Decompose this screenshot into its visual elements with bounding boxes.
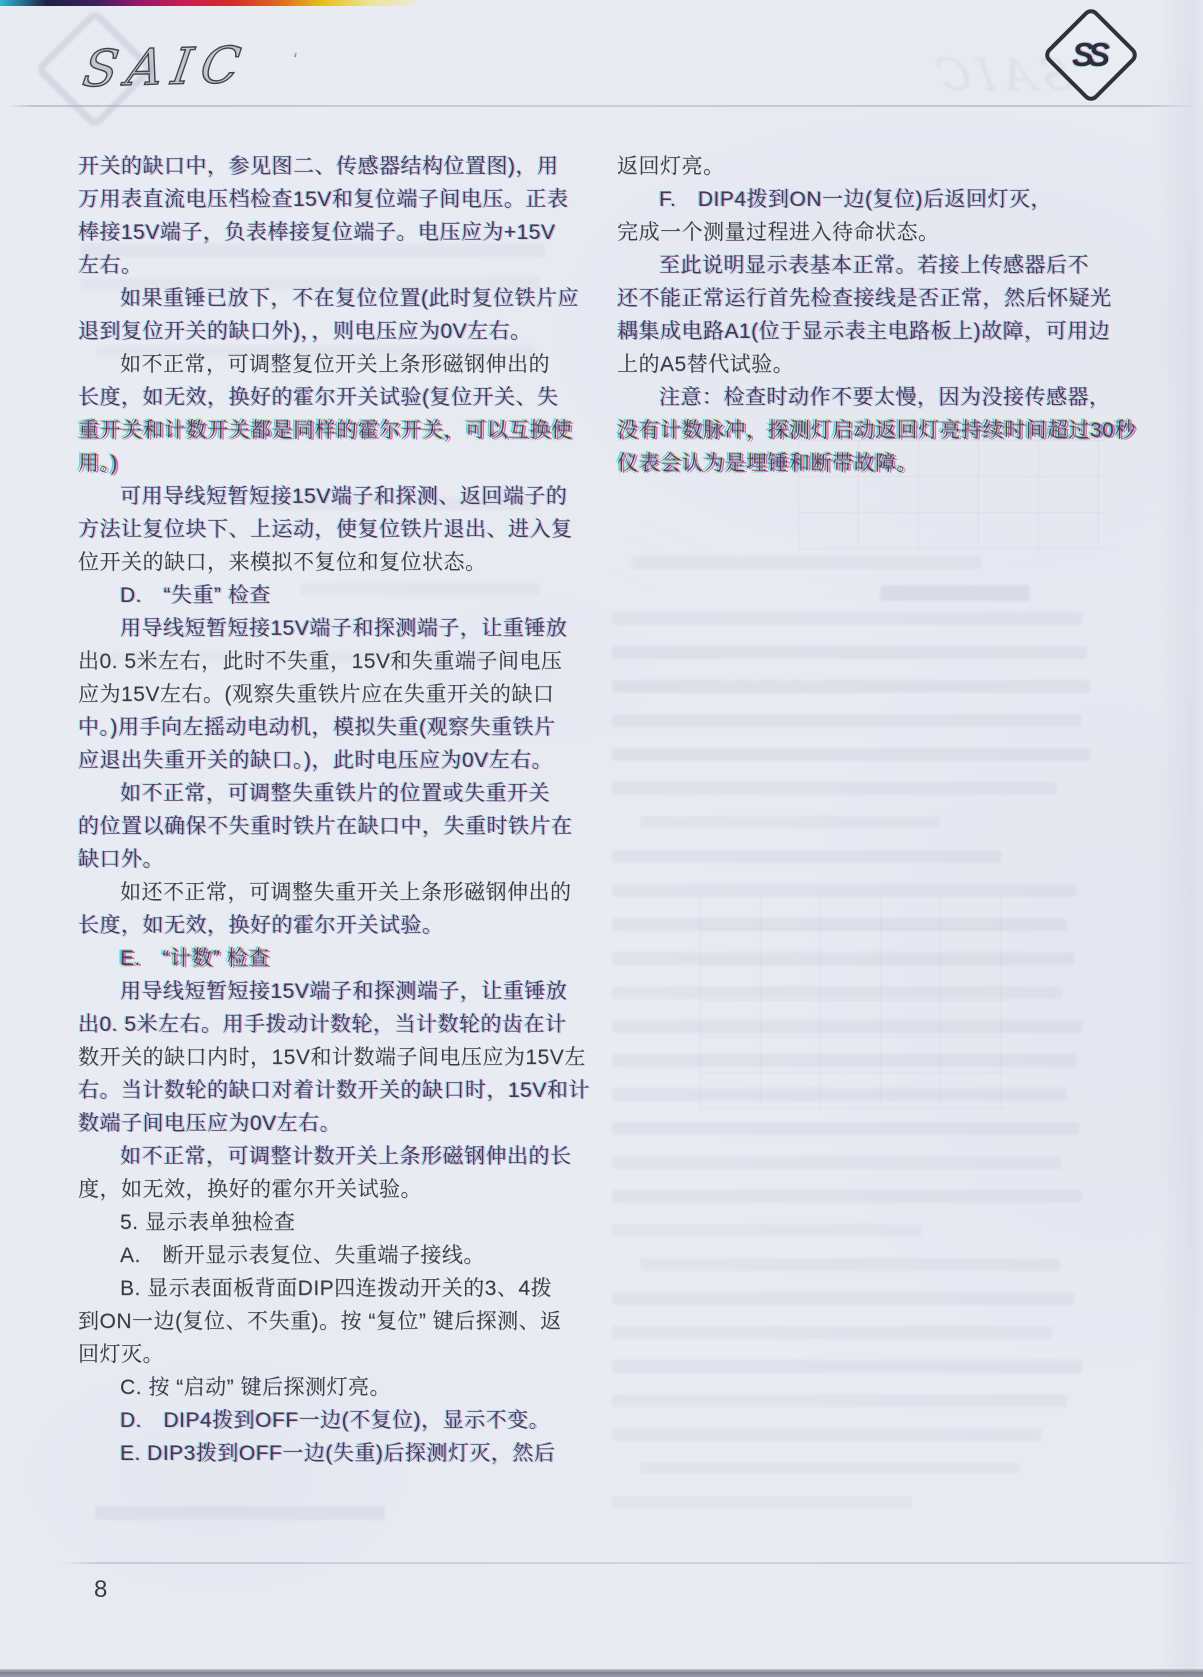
scan-bottom-edge [0, 1669, 1203, 1677]
text-line: 耦集成电路A1(位于显示表主电路板上)故障，可用边 [617, 320, 1111, 343]
scan-right-edge-shade [1157, 0, 1203, 1677]
bleed-through-ghost-line [612, 748, 1090, 761]
text-line: E. DIP3拨到OFF一边(失重)后探测灯灭，然后 [120, 1442, 556, 1465]
text-line: 方法让复位块下、上运动，使复位铁片退出、进入复 [78, 518, 573, 541]
bleed-through-ghost-line [880, 585, 1030, 601]
text-line: 应为15V左右。(观察失重铁片应在失重开关的缺口 [78, 683, 555, 706]
bleed-through-ghost-line [612, 1496, 912, 1508]
bleed-through-ghost-line [300, 583, 540, 595]
bleed-through-ghost-line [612, 1190, 1082, 1203]
bleed-through-ghost-line [612, 850, 1002, 863]
page-number: 8 [94, 1576, 108, 1603]
bleed-through-ghost-line [640, 816, 940, 828]
text-line: A. 断开显示表复位、失重端子接线。 [120, 1244, 485, 1267]
bleed-through-ghost-line [612, 1088, 1067, 1101]
bleed-through-ghost-line [612, 1292, 1074, 1305]
bleed-through-ghost-line [612, 918, 1067, 931]
bleed-through-ghost-line [612, 714, 1082, 727]
text-line: 左右。 [78, 254, 143, 277]
text-line: 如不正常，可调整计数开关上条形磁钢伸出的长 [120, 1145, 572, 1168]
mirrored-brand-bleed-ghost: SAIC [925, 50, 1076, 101]
bleed-through-ghost-line [612, 986, 1062, 999]
text-line: 如还不正常，可调整失重开关上条形磁钢伸出的 [120, 881, 572, 904]
text-line: F. DIP4拨到ON一边(复位)后返回灯灭， [659, 188, 1053, 211]
text-line: 注意：检查时动作不要太慢，因为没接传感器， [659, 386, 1111, 409]
text-line: 数开关的缺口内时，15V和计数端子间电压应为15V左 [78, 1046, 586, 1069]
text-line: 回灯灭。 [78, 1343, 164, 1366]
text-line: E. “计数” 检查 [120, 947, 270, 970]
text-line: 万用表直流电压档检查15V和复位端子间电压。正表 [78, 188, 569, 211]
bleed-through-ghost-line [632, 556, 982, 569]
text-line: 仪表会认为是埋锤和断带故障。 [617, 452, 918, 475]
text-line: 开关的缺口中，参见图二、传感器结构位置图)，用 [78, 155, 559, 178]
right-text-column [617, 150, 1136, 480]
text-line: 用导线短暂短接15V端子和探测端子，让重锤放 [120, 617, 568, 640]
text-line: 重开关和计数开关都是同样的霍尔开关，可以互换使 [78, 419, 573, 442]
text-line: C. 按 “启动” 键后探测灯亮。 [120, 1376, 391, 1399]
text-line: 如果重锤已放下，不在复位位置(此时复位铁片应 [120, 287, 579, 310]
text-line: 到ON一边(复位、不失重)。按 “复位” 键后探测、返 [78, 1310, 562, 1333]
bleed-through-ghost-line [612, 884, 1077, 897]
text-line: 完成一个测量过程进入待命状态。 [617, 221, 940, 244]
text-line: 出0. 5米左右。用手拨动计数轮，当计数轮的齿在计 [78, 1013, 567, 1036]
bleed-through-ghost-line [612, 612, 1082, 625]
text-line: 数端子间电压应为0V左右。 [78, 1112, 342, 1135]
text-line: B. 显示表面板背面DIP四连拨动开关的3、4拨 [120, 1277, 553, 1300]
text-line: 出0. 5米左右，此时不失重，15V和失重端子间电压 [78, 650, 563, 673]
text-line: D. “失重” 检查 [120, 584, 271, 607]
text-line: 应退出失重开关的缺口。)，此时电压应为0V左右。 [78, 749, 554, 772]
text-line: 位开关的缺口，来模拟不复位和复位状态。 [78, 551, 487, 574]
text-line: 至此说明显示表基本正常。若接上传感器后不 [659, 254, 1089, 277]
text-line: D. DIP4拨到OFF一边(不复位)，显示不变。 [120, 1409, 551, 1432]
bleed-through-ghost-line [640, 1258, 1060, 1271]
text-line: 长度，如无效，换好的霍尔开关试验(复位开关、失 [78, 386, 559, 409]
bleed-through-table-ghost [798, 440, 1106, 549]
bleed-through-ghost-line [612, 1122, 1080, 1135]
text-line: 上的A5替代试验。 [617, 353, 795, 376]
text-line: 还不能正常运行首先检查接线是否正常，然后怀疑光 [617, 287, 1112, 310]
bleed-through-ghost-line [612, 1394, 1067, 1407]
text-line: 没有计数脉冲，探测灯启动返回灯亮持续时间超过30秒 [617, 419, 1136, 442]
bleed-through-ghost-line [612, 1054, 1077, 1067]
bleed-through-ghost-line [612, 1020, 1082, 1033]
text-line: 可用导线短暂短接15V端子和探测、返回端子的 [120, 485, 568, 508]
bleed-through-ghost-line [640, 1462, 1020, 1474]
bleed-through-ghost-line [80, 651, 530, 663]
text-line: 返回灯亮。 [617, 155, 725, 178]
bleed-through-ghost-line [95, 345, 535, 358]
bleed-through-ghost-line [95, 1506, 385, 1520]
text-line: 用导线短暂短接15V端子和探测端子，让重锤放 [120, 980, 568, 1003]
bleed-through-ghost-line [612, 1156, 1062, 1169]
text-line: 棒接15V端子，负表棒接复位端子。电压应为+15V [78, 221, 556, 244]
bleed-through-ghost-line [612, 1326, 1052, 1339]
text-line: 长度，如无效，换好的霍尔开关试验。 [78, 914, 444, 937]
text-line: 5. 显示表单独检查 [120, 1211, 296, 1234]
bleed-through-ghost-line [80, 243, 545, 258]
text-line: 用。) [78, 452, 118, 475]
text-line: 如不正常，可调整复位开关上条形磁钢伸出的 [120, 353, 550, 376]
text-line: 右。当计数轮的缺口对着计数开关的缺口时，15V和计 [78, 1079, 590, 1102]
bleed-through-ghost-line [612, 1428, 1042, 1441]
brand-script-logo: SAIC [79, 35, 254, 99]
stray-ink-mark: ʻ [289, 49, 299, 73]
bleed-through-ghost-line [612, 680, 1090, 693]
footer-divider-rule [62, 1562, 1194, 1564]
bleed-through-ghost-line [612, 646, 1087, 659]
text-line: 度，如无效，换好的霍尔开关试验。 [78, 1178, 422, 1201]
color-calibration-bar [0, 0, 418, 6]
bleed-through-ghost-line [612, 782, 1057, 795]
ss-monogram: SS [1071, 36, 1105, 73]
bleed-through-ghost-line [612, 1224, 922, 1236]
text-line: 中。)用手向左摇动电动机，模拟失重(观察失重铁片 [78, 716, 556, 739]
text-line: 如不正常，可调整失重铁片的位置或失重开关 [120, 782, 550, 805]
header-divider-rule [8, 105, 1196, 107]
bleed-through-ghost-line [260, 497, 540, 510]
bleed-through-ghost-line [612, 952, 1074, 965]
bleed-through-ghost-line [612, 1360, 1082, 1373]
bleed-through-ghost-line [80, 277, 540, 290]
text-line: 缺口外。 [78, 848, 164, 871]
text-line: 退到复位开关的缺口外)，，则电压应为0V左右。 [78, 320, 532, 343]
text-line: 的位置以确保不失重时铁片在缺口中，失重时铁片在 [78, 815, 573, 838]
